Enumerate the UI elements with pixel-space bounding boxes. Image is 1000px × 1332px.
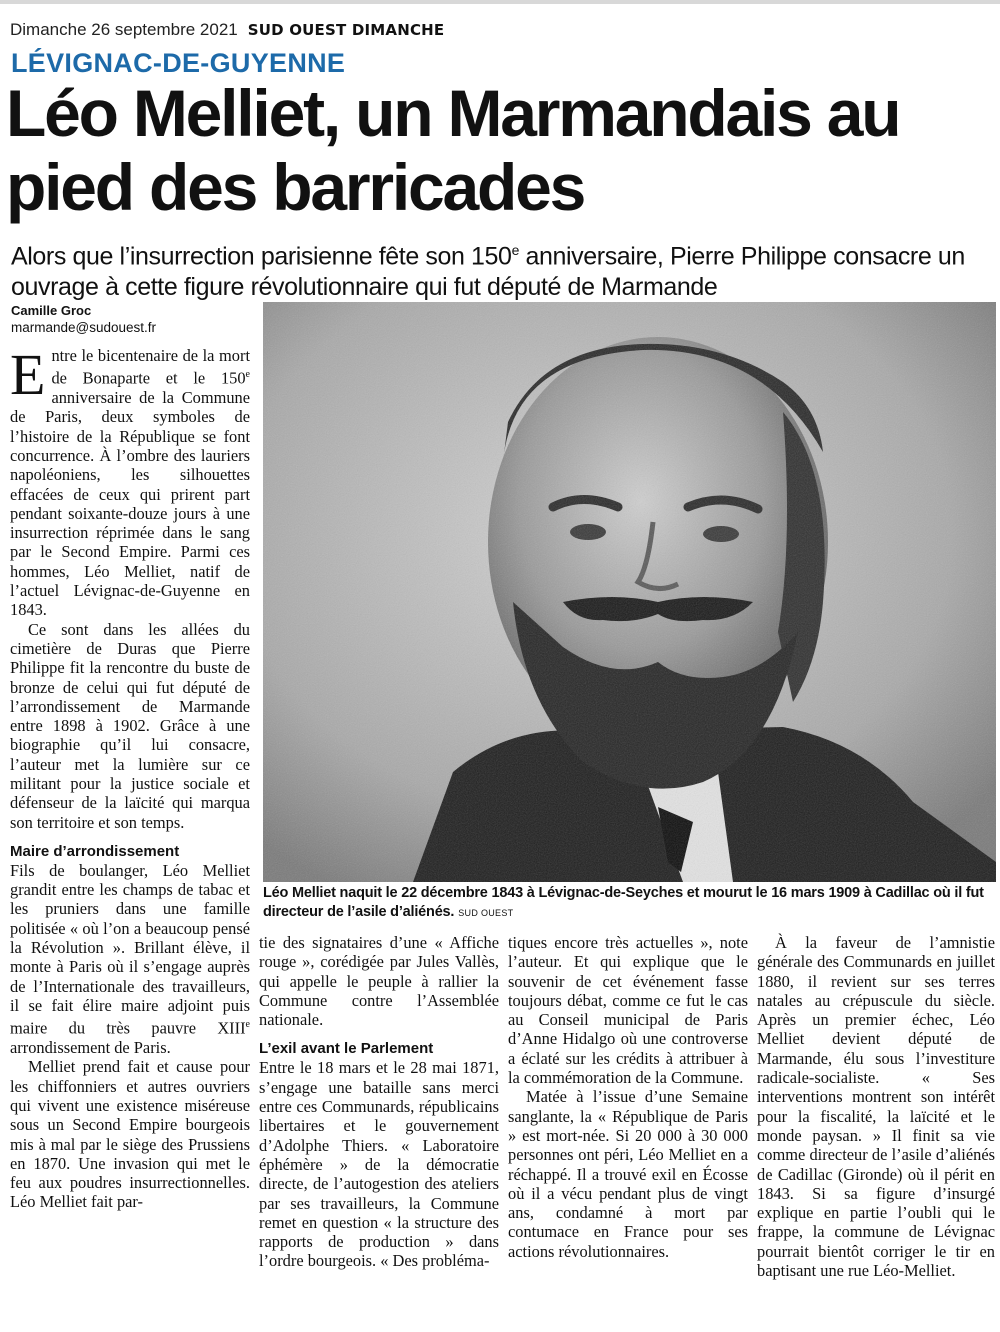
newspaper-name: SUD OUEST DIMANCHE xyxy=(247,21,445,39)
subheading-exil: L’exil avant le Parlement xyxy=(259,1040,434,1058)
photo-credit: SUD OUEST xyxy=(458,908,514,918)
byline xyxy=(11,302,156,336)
paragraph: tie des signataires d’une « Affiche rouge », corédigée par Jules Vallès, qui appelle le peuple à rallier la Commune contre l’Assemblée nationale. xyxy=(259,933,499,1030)
subheadline xyxy=(11,235,996,303)
column-4 xyxy=(757,933,995,1280)
drop-cap: E xyxy=(10,342,46,407)
top-rule xyxy=(0,0,1000,4)
paragraph-intro-a: ntre le bicentenaire de la mort de Bonaparte et le 150 xyxy=(51,346,250,388)
paragraph-text-a: Fils de boulanger, Léo Melliet grandit entre les champs de tabac et les pruniers dans une famille politisée « où l’on a beaucoup pensé la Révolution ». Brillant élève, il monte à Paris où il s’engage auprès de l’Internationale des travailleurs, il se fait élire maire adjoint puis maire du très pauvre XIII xyxy=(10,860,250,1038)
subheadline-part1: Alors que l’insurrection parisienne fête son 150 xyxy=(11,242,512,271)
headline: Léo Melliet, un Marmandais au pied des barricades xyxy=(6,76,900,224)
paragraph-intro-b: anniversaire de la Commune de Paris, deux symboles de l’histoire de la République se font concurrence. À l’ombre des lauriers napoléoniens, les silhouettes effacées de ceux qui prirent part pendant soixante-douze jours à une insurrection réprimée dans le sang par le Second Empire. Parmi ces hommes, Léo Melliet, natif de l’actuel Lévignac-de-Guyenne en 1843. xyxy=(10,388,250,620)
column-1 xyxy=(10,342,250,1212)
author-email: marmande@sudouest.fr xyxy=(11,320,157,335)
paragraph: tiques encore très actuelles », note l’auteur. Et qui explique que le souvenir de cet événement fasse toujours débat, comme ce fut le cas au Conseil municipal de Paris d’Anne Hidalgo où une controverse a éclaté sur les crédits à attribuer à la commémoration de la Commune. xyxy=(508,933,748,1088)
paragraph-text-b: arrondissement de Paris. xyxy=(10,1038,171,1058)
paragraph: À la faveur de l’amnistie générale des Communards en juillet 1880, il revient sur ses terres natales au crépuscule du siècle. Après un premier échec, Léo Melliet devient député de Marmande, élu sous l’investiture radicale-socialiste. « Ses interventions montrent son intérêt pour la fiscalité, la laïcité et le monde paysan. » Il finit sa vie comme directeur de l’asile d’aliénés de Cadillac (Gironde) où il périt en 1843. Si sa figure d’insurgé explique en partie l’oubli qui le frappe, la commune de Lévignac pourrait bientôt corriger le tir en baptisant une rue Léo-Melliet. xyxy=(757,933,995,1281)
author-name: Camille Groc xyxy=(11,303,92,318)
masthead xyxy=(10,20,444,42)
spacer xyxy=(259,1029,499,1039)
paragraph: Ce sont dans les allées du cimetière de Duras que Pierre Philippe fit la rencontre du buste de bronze de celui qui fut député de l’arrondissement de Marmande entre 1898 à 1902. Grâce à une biographie qu’il lui consacre, l’auteur met la lumière sur ce militant pour la justice sociale et défenseur de la laïcité qui marqua son territoire et son temps. xyxy=(10,619,250,832)
photo-caption-text: Léo Melliet naquit le 22 décembre 1843 à Lévignac-de-Seyches et mourut le 16 mars 1909 à Cadillac où il fut directeur de l’asile d’aliénés. xyxy=(263,885,984,920)
subheadline-superscript: e xyxy=(511,242,519,258)
issue-date: Dimanche 26 septembre 2021 xyxy=(10,20,238,39)
paragraph-intro xyxy=(10,342,250,620)
portrait-photo xyxy=(263,302,996,882)
paragraph: Matée à l’issue d’une Semaine sanglante, la « République de Paris » est mort-née. Si 20 000 à 30 000 personnes ont péri, Léo Melliet en a réchappé. Il a trouvé exil en Écosse où il a vécu pendant plus de vingt ans, condamné à mort par contumace en France pour ses actions révolutionnaires. xyxy=(508,1087,748,1261)
paragraph: Melliet prend fait et cause pour les chiffonniers et autres ouvriers qui vivent une existence miséreuse sous un Second Empire bourgeois mis à mal par le siège des Prussiens en 1870. Une invasion qui met le feu aux poudres insurrectionnelles. Léo Melliet fait par- xyxy=(10,1057,250,1212)
location-kicker: LÉVIGNAC-DE-GUYENNE xyxy=(11,48,346,78)
superscript-e-1: e xyxy=(245,369,250,381)
spacer xyxy=(10,832,250,842)
superscript-e-2: e xyxy=(245,1019,250,1031)
paragraph xyxy=(10,861,250,1057)
column-3 xyxy=(508,933,748,1261)
paragraph: Entre le 18 mars et le 28 mai 1871, s’engage une bataille sans merci entre ces Communards, républicains libertaires et le gouvernement d’Adolphe Thiers. « Laboratoire éphémère » de la démocratie directe, de l’autogestion des ateliers par ses travailleurs, la Commune remet en question « la structure des rapports de production » dans l’ordre bourgeois. « Des probléma- xyxy=(259,1058,499,1271)
photo-caption xyxy=(263,884,998,923)
column-2 xyxy=(259,933,499,1271)
subheadline-part2: anniversaire, Pierre Philippe consacre un ouvrage à cette figure révolutionnaire qui fut député de Marmande xyxy=(11,242,965,302)
subheading-maire: Maire d’arrondissement xyxy=(10,842,180,860)
